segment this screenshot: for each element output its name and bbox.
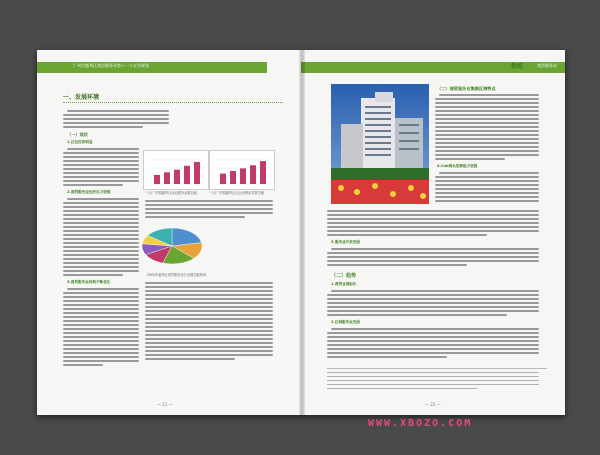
bar [194,162,200,184]
footnote-divider [327,368,547,369]
watermark: WWW.XBOZO.COM [368,418,473,429]
pie-chart [137,222,207,270]
bar [164,172,170,184]
running-header: 商贸服务业 [537,63,557,68]
subsection-heading: 4.Cnb群众消费能力较强 [437,164,478,168]
subsection-heading: 1.商贸业国际化 [331,282,357,286]
section-divider [63,102,283,105]
bar-chart-2 [209,150,275,190]
subsection-heading: （二）趋势 [331,273,357,279]
bar [220,174,226,184]
building-photo [331,84,429,204]
subsection-heading: 1.区位优势明显 [67,140,93,144]
bar [260,161,266,184]
right-page [301,50,565,415]
chart-caption: 2005年越秀区商贸服务业行业增加值构成 [147,273,207,277]
header-band [37,62,267,73]
bar [250,165,256,184]
left-page [37,50,301,415]
section-title: 一、发展环境 [63,94,100,101]
bar [184,166,190,184]
page-number: — 22 — [425,402,441,407]
bar-chart-1 [143,150,209,190]
page-number: — 21 — [157,402,173,407]
book-spread [37,50,565,415]
bar [240,168,246,184]
bar [154,175,160,184]
header-band [301,62,565,73]
book-gutter [299,50,305,415]
subsection-heading: （一）现状 [67,132,88,137]
bar [174,170,180,184]
subsection-heading: 2.商贸服务业经济实力较强 [67,190,111,194]
subsection-heading: （二）商贸服务业集聚区域特点 [437,86,496,91]
subsection-heading: 5.服务业开放发展 [331,240,361,244]
chart-caption: "十五" 时期越秀区社会消费品零售总额 [209,191,264,195]
subsection-heading: 2.区域服务业发展 [331,320,361,324]
chart-caption: "十五" 时期越秀区商业服务业增加值 [145,191,197,195]
logo: 物流 [511,63,524,70]
bar [230,171,236,184]
subsection-heading: 3.商贸服务业结构不断优化 [67,280,111,284]
building-image [331,84,429,204]
running-header: 广州市越秀区商贸服务业第十一个五年规划 [73,63,149,68]
